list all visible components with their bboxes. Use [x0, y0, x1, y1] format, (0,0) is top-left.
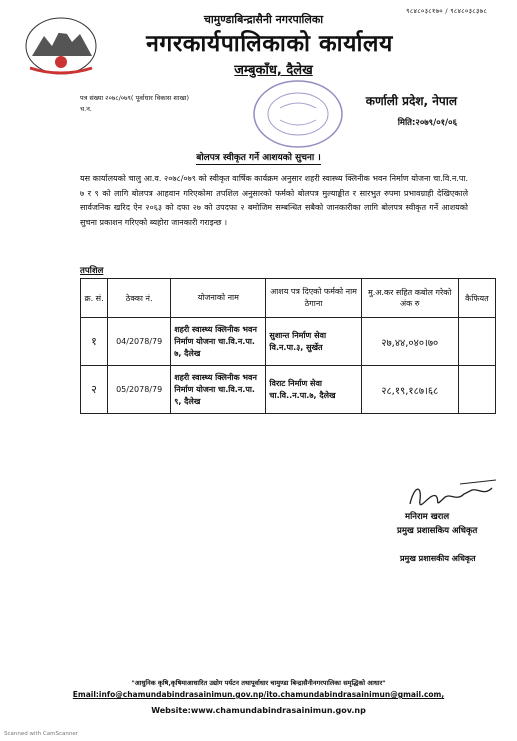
office-stamp — [250, 78, 345, 150]
letter-date: मिति:२०७९/०१/०६ — [397, 118, 457, 128]
cell-project: शहरी स्वास्थ्य क्लिनीक भवन निर्माण योजना चा.वि.न.पा. ७, दैलेख — [171, 318, 266, 366]
table-caption: तपशिल — [80, 266, 104, 276]
office-place: जम्बुकाँध, दैलेख — [234, 63, 313, 78]
table-header-row — [81, 279, 496, 318]
header-amount: मु.अ.कर सहित कबोल गरेको अंक रु — [361, 279, 458, 318]
subject-text: बोलपत्र स्वीकृत गर्ने आशयको सुचना । — [196, 153, 321, 163]
footer-email — [0, 690, 517, 699]
cell-amount: २८,१९,१८७।६८ — [361, 366, 458, 414]
signatory-name: मनिराम खराल — [405, 512, 450, 522]
header-project: योजनाको नाम — [171, 279, 266, 318]
footer-tagline: "आधुनिक कृषि,कृषिमाआधारित उद्योग पर्यटन तथापूर्वाधार चामुण्डा बिन्द्रासैनीनगरपालिका समृद्धिको आधार" — [131, 679, 386, 687]
email-label: Email: — [72, 690, 99, 699]
table-row — [81, 318, 496, 366]
office-name: नगरकार्यपालिकाको कार्यालय — [146, 31, 393, 57]
header-remarks: कैफियत — [458, 279, 495, 318]
notice-subject — [0, 150, 517, 163]
cell-contract: 05/2078/79 — [108, 366, 171, 414]
cell-sn: १ — [81, 318, 108, 366]
bid-table — [80, 278, 496, 414]
cell-amount: २७,४४,०४०।७० — [361, 318, 458, 366]
cell-remarks — [458, 318, 495, 366]
reference-number: पत्र संख्या २०७८/०७९( पूर्वाधार विकास शाखा) — [80, 94, 189, 102]
scanner-watermark: Scanned with CamScanner — [4, 731, 78, 737]
table-row — [81, 366, 496, 414]
header-contract: ठेक्का नं. — [108, 279, 171, 318]
header-sn: क्र. सं. — [81, 279, 108, 318]
dispatch-number: च.न. — [80, 105, 92, 113]
header-firm: आशय पत्र दिएको फर्मको नाम ठेगाना — [266, 279, 361, 318]
municipality-name: चामुण्डाबिन्द्रासैनी नगरपालिका — [203, 13, 324, 26]
notice-body: यस कार्यालयको चालु आ.व. २०७८/०७९ को स्वीकृत वार्षिक कार्यक्रम अनुसार शहरी स्वास्थ्य क्लिनीक भवन निर्माण योजना चा.वि.न.पा. ७ र ९ को लागि बोलपत्र आहवान गरिएकोमा तपशिल अनुसारको फर्मको बोलपत्र मुल्याङ्कीत र सारभुत रुपमा प्रभावग्राही देखिएकाले सार्वजनिक खरिद ऐन २०६३ को दफा २७ को उपदफा २ बमोजिम सम्बन्धित सबैको जानकारीका लागि बोलपत्र स्वीकृत गर्ने आशयको सुचना प्रकाशन गरिएको ब्यहोरा जानकारी गराइन्छ । — [80, 174, 468, 227]
signatory-title: प्रमुख प्रशासकिय अधिकृत — [397, 526, 478, 536]
footer-website[interactable]: Website:www.chamundabindrasainimun.gov.np — [151, 706, 366, 715]
cell-contract: 04/2078/79 — [108, 318, 171, 366]
cell-project: शहरी स्वास्थ्य क्लिनीक भवन निर्माण योजना चा.वि.न.पा. ९, दैलेख — [171, 366, 266, 414]
signatory-stamp: प्रमुख प्रशासकीय अधिकृत — [400, 554, 476, 563]
cell-remarks — [458, 366, 495, 414]
cell-firm: विराट निर्माण सेवा चा.वि..न.पा.७, दैलेख — [266, 366, 361, 414]
province-name: कर्णाली प्रदेश, नेपाल — [365, 94, 457, 108]
phone-numbers: ९८४८०३८१७० / ९८४८०३८३७८ — [406, 7, 487, 15]
cell-firm: सुशान्त निर्माण सेवा वि.न.पा.३, सुर्खेत — [266, 318, 361, 366]
cell-sn: २ — [81, 366, 108, 414]
email-address[interactable]: info@chamundabindrasainimun.gov.np/ito.chamundabindrasainimun@gmail.com, — [98, 690, 445, 699]
